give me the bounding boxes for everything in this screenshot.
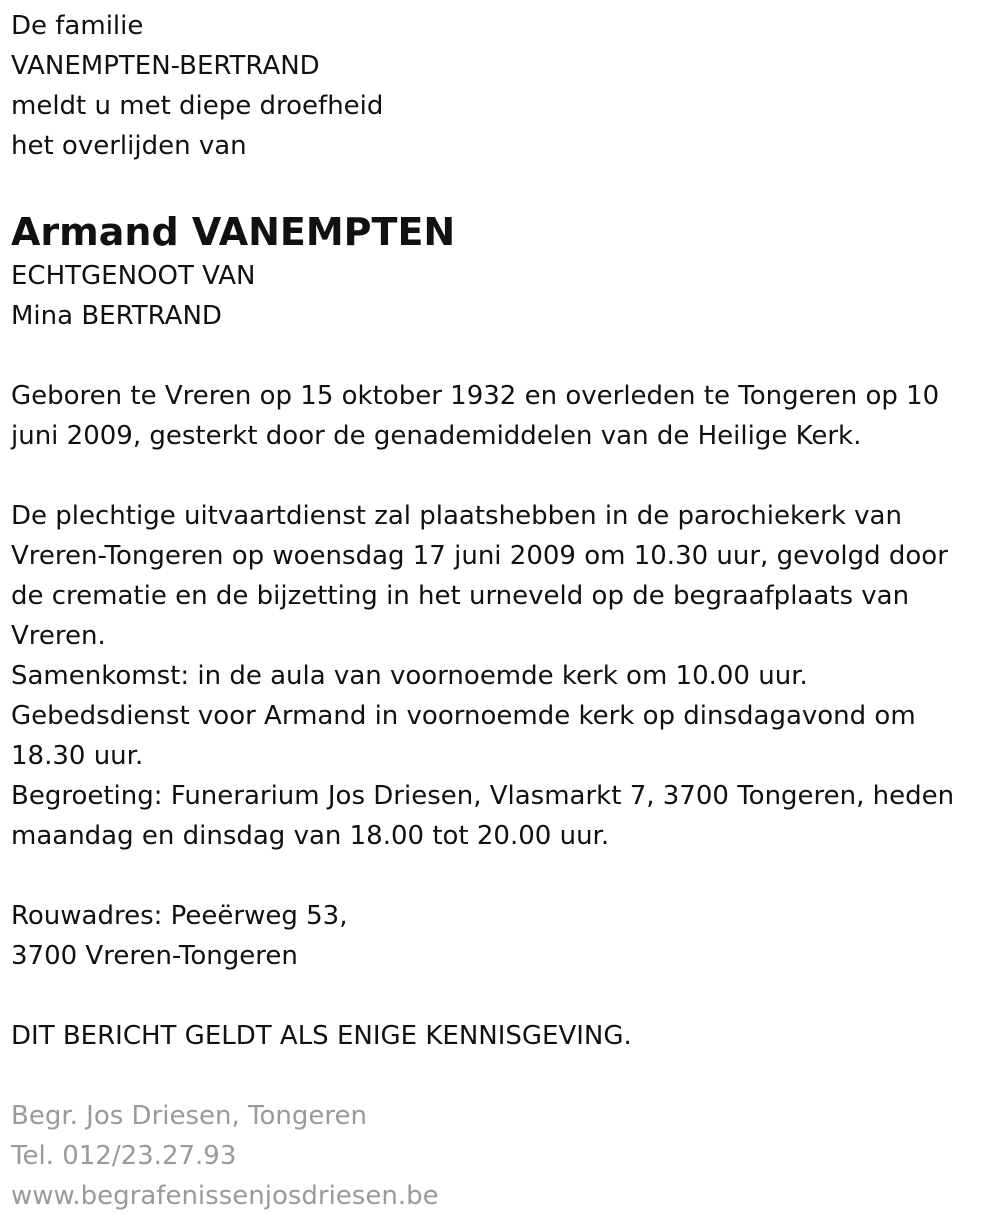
intro-line-3: meldt u met diepe droefheid [11,91,384,121]
intro-line-4: het overlijden van [11,131,247,161]
greeting-paragraph: Begroeting: Funerarium Jos Driesen, Vlasmarkt 7, 3700 Tongeren, heden maandag en dinsdag van 18.00 tot 20.00 uur. [11,781,955,851]
mourning-address-line-2: 3700 Vreren-Tongeren [11,941,298,971]
spacer [11,336,986,376]
spacer [11,166,986,206]
obituary-notice [11,6,986,1216]
relation-label: ECHTGENOOT VAN [11,261,256,291]
undertaker-name: Begr. Jos Driesen, Tongeren [11,1101,367,1131]
family-name: VANEMPTEN-BERTRAND [11,51,320,81]
gathering-paragraph: Samenkomst: in de aula van voornoemde kerk om 10.00 uur. [11,661,808,691]
spouse-name: Mina BERTRAND [11,301,222,331]
notice-statement: DIT BERICHT GELDT ALS ENIGE KENNISGEVING. [11,1021,632,1051]
spacer [11,1056,986,1096]
undertaker-website: www.begrafenissenjosdriesen.be [11,1181,439,1211]
intro-line-1: De familie [11,11,144,41]
mourning-address-line-1: Rouwadres: Peeërweg 53, [11,901,348,931]
deceased-name: Armand VANEMPTEN [11,210,456,254]
prayer-service-paragraph: Gebedsdienst voor Armand in voornoemde kerk op dinsdagavond om 18.30 uur. [11,701,916,771]
spacer [11,976,986,1016]
birth-death-paragraph: Geboren te Vreren op 15 oktober 1932 en overleden te Tongeren op 10 juni 2009, gesterkt door de genademiddelen van de Heilige Kerk. [11,381,940,451]
spacer [11,456,986,496]
spacer [11,856,986,896]
undertaker-phone: Tel. 012/23.27.93 [11,1141,237,1171]
funeral-service-paragraph: De plechtige uitvaartdienst zal plaatshebben in de parochiekerk van Vreren-Tongeren op woensdag 17 juni 2009 om 10.30 uur, gevolgd door de crematie en de bijzetting in het urneveld op de begraafplaats van Vreren. [11,501,948,651]
